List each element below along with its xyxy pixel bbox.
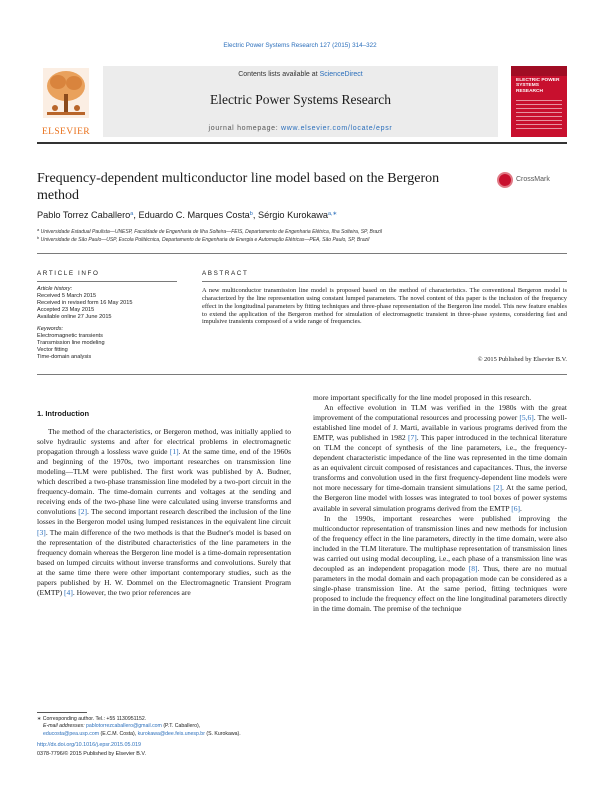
- cover-title: ELECTRIC POWER SYSTEMS RESEARCH: [516, 78, 560, 94]
- footnote-divider: [37, 712, 87, 713]
- paragraph-text: . At the same time, end of the 1960s and beginning of the 1970s, two important researches on transmission line modeling—TLM were published. The first work was published by A. Budner, which described a two-phase transmission line modeled by a two-port circuit in the frequency-domain. The time-domain currents and voltages at the sending and receiving ends of the two-phase line were calculated using inverse transforms and convolutions: [37, 447, 291, 517]
- paragraph-text: In the 1990s, important researches were published improving the multiconductor representation of transmission lines and new methods for inclusion of the frequency effect in the line parameters, directly in the time domain, were also included in the TLM literature. The multiphase representation of transmission lines was carried out using modal decoupling, i.e., each phase of a transmission line was decoupled as an independent propagation mode: [313, 513, 567, 573]
- email-label: E-mail addresses:: [43, 723, 86, 730]
- email-owner: (S. Kurokawa).: [204, 730, 241, 737]
- email-owner: (P.T. Caballero),: [161, 723, 201, 730]
- email-owner: (E.C.M. Costa),: [99, 730, 138, 737]
- affiliation-b: [37, 235, 369, 243]
- sciencedirect-link[interactable]: ScienceDirect: [319, 71, 363, 78]
- journal-cover[interactable]: [511, 66, 567, 137]
- author-name: Sérgio Kurokawa: [257, 210, 328, 220]
- homepage-link[interactable]: www.elsevier.com/locate/epsr: [281, 125, 393, 132]
- publisher-name: ELSEVIER: [41, 127, 91, 137]
- article-history: [37, 286, 177, 321]
- email-link[interactable]: pablotorrezcaballero@gmail.com: [85, 723, 162, 730]
- author-name: Pablo Torrez Caballero: [37, 210, 131, 220]
- journal-info-box: [103, 66, 498, 137]
- email-link[interactable]: kurokawa@dee.feis.unesp.br: [137, 730, 205, 737]
- keywords: [37, 326, 177, 361]
- history-item: Available online 27 June 2015: [37, 313, 112, 320]
- cover-decoration: [516, 100, 562, 132]
- abstract-rule: [202, 281, 567, 282]
- author-mark[interactable]: a: [130, 211, 134, 217]
- front-matter-divider: [37, 253, 567, 254]
- keyword: Electromagnetic transients: [37, 332, 103, 339]
- article-info-rule: [37, 281, 177, 282]
- abstract-copyright: © 2015 Published by Elsevier B.V.: [477, 356, 567, 363]
- homepage-line: [103, 125, 498, 132]
- paragraph: [37, 427, 291, 598]
- citation-link[interactable]: [6]: [511, 503, 521, 513]
- paragraph: [313, 393, 567, 403]
- citation-link[interactable]: [2]: [78, 507, 88, 517]
- paragraph-text: . However, the two prior references are: [72, 587, 191, 597]
- citation-link[interactable]: [4]: [64, 587, 73, 597]
- paragraph-text: more important specifically for the line model proposed in this research.: [313, 393, 532, 402]
- doi-link[interactable]: http://dx.doi.org/10.1016/j.epsr.2015.05.019: [37, 742, 141, 748]
- contents-line: [103, 71, 498, 78]
- cover-band: [511, 66, 567, 76]
- paragraph-text: . Thus, there are no mutual parameters in the modal domain and each propagation mode can be considered as a single-phase transmission line. At the same period, fitting techniques were proposed to include the frequency effect on the line longitudinal parameters directly in the time domain. The premise of the technique: [313, 563, 567, 613]
- paragraph-text: . At the same period, the Bergeron line model with losses was integrated to tool boxes of power systems available in several simulation programs derived from the EMTP: [313, 483, 567, 513]
- elsevier-logo[interactable]: [37, 66, 95, 137]
- keywords-label: Keywords:: [37, 326, 64, 332]
- paragraph: [313, 514, 567, 614]
- affiliation-a: [37, 227, 382, 235]
- keyword: Transmission line modeling: [37, 339, 105, 346]
- author-mark[interactable]: a,∗: [327, 211, 338, 217]
- paragraph-text: . The second important research described the inclusion of the line losses in the Bergeron model using lumped resistances in the equivalent line circuit: [37, 507, 291, 527]
- homepage-prefix: journal homepage:: [208, 125, 282, 132]
- author-list: Pablo Torrez Caballero$^a$, Eduardo C. Marques Costa$^b$, Sérgio Kurokawa$^{a,∗}$: [37, 210, 338, 220]
- abstract-divider: [37, 374, 567, 375]
- citation-link[interactable]: [1]: [169, 447, 179, 457]
- abstract-heading: ABSTRACT: [202, 270, 249, 277]
- email-link[interactable]: educosta@pea.usp.com: [43, 730, 100, 737]
- issn-line: 0378-7796/© 2015 Published by Elsevier B.V.: [37, 751, 146, 757]
- affiliation-mark: a: [37, 227, 40, 232]
- journal-reference[interactable]: Electric Power Systems Research 127 (2015) 314–322: [223, 42, 377, 49]
- footnotes: [37, 716, 291, 738]
- affiliation-mark: b: [37, 235, 40, 240]
- crossmark-icon: [497, 172, 513, 188]
- history-item: Received 5 March 2015: [37, 292, 97, 299]
- citation-link[interactable]: [5,6]: [519, 413, 534, 423]
- citation-link[interactable]: [2]: [493, 483, 503, 493]
- paragraph: [313, 403, 567, 514]
- paper-title: Frequency-dependent multiconductor line model based on the Bergeron method: [37, 171, 440, 203]
- crossmark-label: CrossMark: [516, 176, 550, 183]
- contents-prefix: Contents lists available at: [238, 71, 320, 78]
- email-note: [37, 723, 291, 738]
- paragraph-text: .: [520, 503, 522, 513]
- paragraph-text: The method of the characteristics, or Bergeron method, was initially applied to solve hydraulic systems and after for electrical problems in electromagnetic propagation through a lossless wave guide: [37, 427, 291, 457]
- keyword: Time-domain analysis: [37, 353, 92, 360]
- elsevier-tree-icon: [43, 68, 89, 118]
- citation-link[interactable]: [8]: [468, 563, 478, 573]
- section-heading: 1. Introduction: [37, 409, 90, 418]
- paragraph-text: . The well-established line model of J. Marti, available in various programs derived from the EMTP, was published in 1982: [313, 413, 568, 443]
- author-mark[interactable]: b: [249, 211, 253, 217]
- crossmark-button[interactable]: [497, 172, 553, 190]
- keyword: Vector fitting: [37, 346, 68, 353]
- paragraph-text: . The main difference of the two methods is that the Budner's model is based on the representation of the distributed characteristics of the line parameters in the frequency domain whereas the Bergeron line model is a time-domain representation based on lumped circuits without inverse transforms and convolutions. Surely that at the same time there were other important contemporary studies, such as the papers published by H. W. Dommel on the Electromagnetic Transient Program (EMTP): [37, 527, 291, 597]
- body-column-left: [37, 409, 291, 598]
- journal-title: Electric Power Systems Research: [209, 92, 392, 107]
- history-label: Article history:: [37, 286, 73, 292]
- journal-header: [37, 66, 567, 137]
- abstract-text: A new multiconductor transmission line model is proposed based on the method of characteristics. The conventional Bergeron model is characterized by the line representation using constant lumped parameters. The novel content of this paper is the inclusion of the frequency effect in the longitudinal parameters by fitting techniques and three-phase representation of the Bergeron line model. This new feature enables to extend the application of the Bergeron method for simulation of electromagnetic transient in three-phase systems, considering fast and impulsive transients composed of a wide range of frequencies.: [202, 287, 567, 326]
- corresponding-author-note: ∗ Corresponding author. Tel.: +55 1130951152.: [37, 716, 147, 722]
- article-info-heading: ARTICLE INFO: [37, 270, 100, 277]
- history-item: Accepted 23 May 2015: [37, 306, 95, 313]
- paragraph-text: An effective evolution in TLM was verified in the 1980s with the great improvement of the computational resources and processing power: [313, 403, 567, 423]
- header-divider: [37, 142, 567, 144]
- author-name: Eduardo C. Marques Costa: [138, 210, 250, 220]
- citation-link[interactable]: [3]: [37, 527, 46, 537]
- affiliation-text: Universidade de São Paulo—USP, Escola Politécnica, Departamento de Engenharia de Energia e Automação Elétricas—PEA, São Paulo, SP, Brazil: [40, 237, 370, 243]
- citation-link[interactable]: [7]: [407, 433, 417, 443]
- history-item: Received in revised form 16 May 2015: [37, 299, 133, 306]
- paragraph-text: . This paper introduced in the technical literature on TLM the concept of synthesis of the line parameters, i.e., the frequency-dependent characteristic impedance of the line was represented in the time domain as an equivalent circuit composed of resistances and capacitances. Thus, the inverse transforms and convolution used in the first frequency-dependent line models were not more necessary for time-domain transient simulations: [313, 433, 567, 493]
- body-column-right: [313, 393, 567, 614]
- affiliation-text: Universidade Estadual Paulista—UNESP, Faculdade de Engenharia de Ilha Solteira—FEIS, Departamento de Engenharia Elétrica, Ilha Solteira, SP, Brazil: [40, 229, 383, 235]
